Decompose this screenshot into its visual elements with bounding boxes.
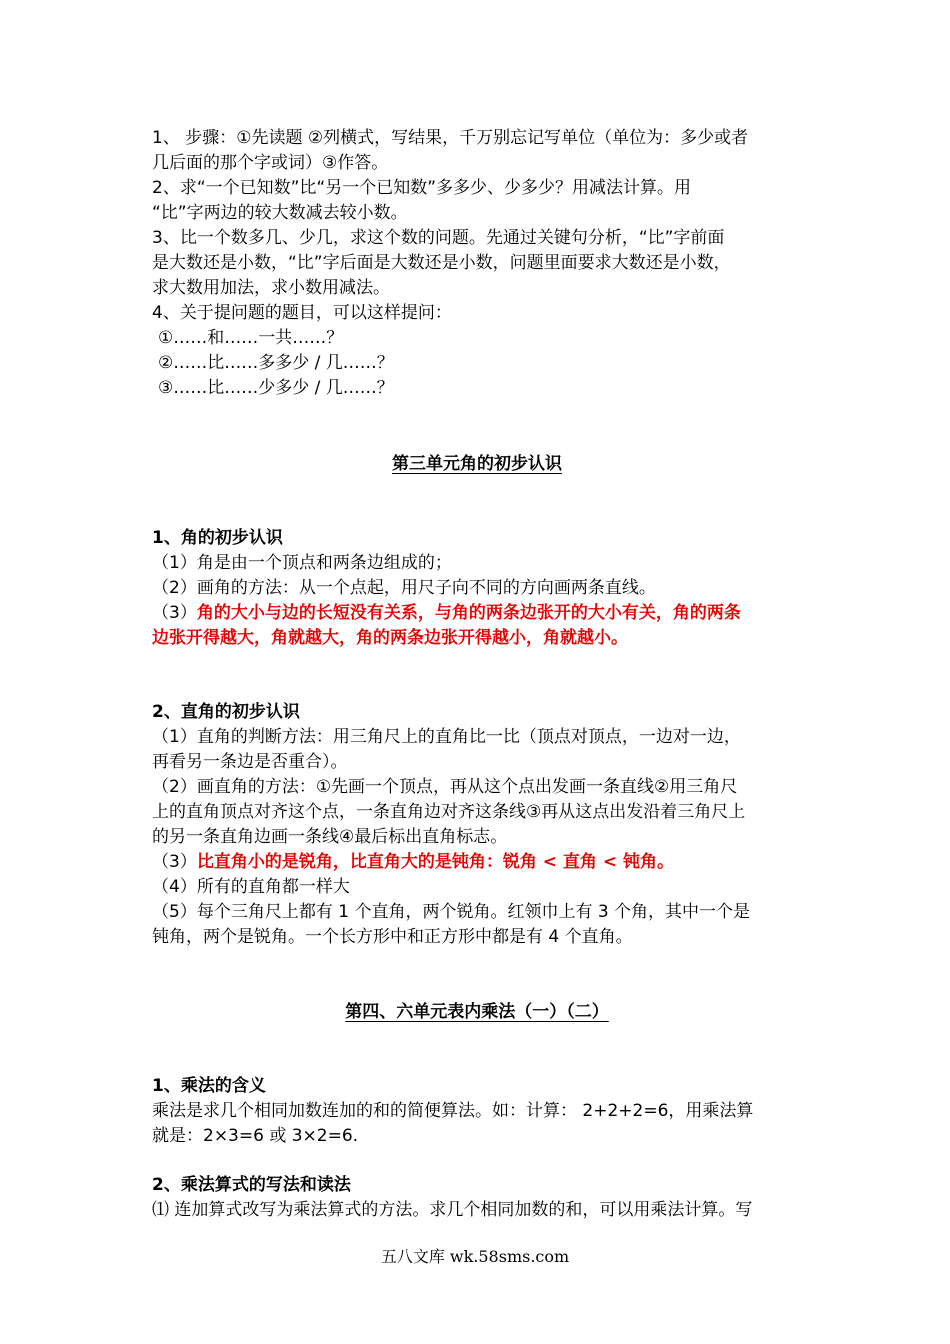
multiplication-writing-a: ⑴ 连加算式改写为乘法算式的方法。求几个相同加数的和，可以用乘法计算。写 bbox=[152, 1200, 753, 1220]
right-angle-2b: 上的直角顶点对齐这个点，一条直角边对齐这条线③再从这点出发沿着三角尺上 bbox=[152, 802, 746, 822]
unit46-heading-2: 2、乘法算式的写法和读法 bbox=[152, 1175, 351, 1195]
right-angle-3: （3）比直角小的是锐角，比直角大的是钝角：锐角 < 直角 < 钝角。 bbox=[152, 852, 674, 872]
unit46-heading-1: 1、乘法的含义 bbox=[152, 1076, 266, 1096]
right-angle-2c: 的另一条直角边画一条线④最后标出直角标志。 bbox=[152, 827, 508, 847]
unit3-heading-2: 2、直角的初步认识 bbox=[152, 702, 300, 722]
unit3-para-1: （1）角是由一个顶点和两条边组成的； bbox=[152, 553, 452, 573]
more-less-line-2: 是大数还是小数，“比”字后面是大数还是小数，问题里面要求大数还是小数， bbox=[152, 253, 731, 273]
unit3-para-3a: （3）角的大小与边的长短没有关系，与角的两条边张开的大小有关，角的两条 bbox=[152, 603, 741, 623]
question-pattern-2: ②……比……多多少 / 几……？ bbox=[158, 353, 394, 373]
question-pattern-1: ①……和……一共……？ bbox=[158, 328, 344, 348]
right-angle-1b: 再看另一条边是否重合）。 bbox=[152, 752, 348, 772]
unit3-title: 第三单元角的初步认识 bbox=[392, 454, 562, 474]
right-angle-1a: （1）直角的判断方法：用三角尺上的直角比一比（顶点对顶点，一边对一边， bbox=[152, 727, 741, 747]
unit3-para-3b: 边张开得越大，角就越大，角的两条边张开得越小，角就越小。 bbox=[152, 628, 628, 648]
unit3-heading-1: 1、角的初步认识 bbox=[152, 528, 283, 548]
compare-line-1: 2、求“一个已知数”比“另一个已知数”多多少、少多少？用减法计算。用 bbox=[152, 178, 692, 198]
multiplication-meaning-a: 乘法是求几个相同加数连加的和的简便算法。如：计算： 2+2+2=6，用乘法算 bbox=[152, 1101, 754, 1121]
multiplication-meaning-b: 就是：2×3=6 或 3×2=6. bbox=[152, 1126, 359, 1146]
step-line-1: 1、 步骤：①先读题 ②列横式，写结果，千万别忘记写单位（单位为：多少或者 bbox=[152, 128, 749, 148]
question-pattern-3: ③……比……少多少 / 几……？ bbox=[158, 378, 394, 398]
question-intro: 4、关于提问题的题目，可以这样提问： bbox=[152, 303, 452, 323]
right-angle-4: （4）所有的直角都一样大 bbox=[152, 877, 350, 897]
unit3-para-2: （2）画角的方法：从一个点起，用尺子向不同的方向画两条直线。 bbox=[152, 578, 656, 598]
step-line-2: 几后面的那个字或词）③作答。 bbox=[152, 153, 389, 173]
compare-line-2: “比”字两边的较大数减去较小数。 bbox=[152, 203, 408, 223]
footer-watermark: 五八文库 wk.58sms.com bbox=[380, 1247, 570, 1266]
more-less-line-3: 求大数用加法，求小数用减法。 bbox=[152, 278, 390, 298]
unit46-title: 第四、六单元表内乘法（一）（二） bbox=[345, 1002, 609, 1022]
right-angle-2a: （2）画直角的方法：①先画一个顶点，再从这个点出发画一条直线②用三角尺 bbox=[152, 777, 738, 797]
right-angle-5b: 钝角，两个是锐角。一个长方形中和正方形中都是有 4 个直角。 bbox=[152, 927, 633, 947]
right-angle-5a: （5）每个三角尺上都有 1 个直角，两个锐角。红领巾上有 3 个角，其中一个是 bbox=[152, 902, 751, 922]
more-less-line-1: 3、比一个数多几、少几，求这个数的问题。先通过关键句分析，“比”字前面 bbox=[152, 228, 725, 248]
